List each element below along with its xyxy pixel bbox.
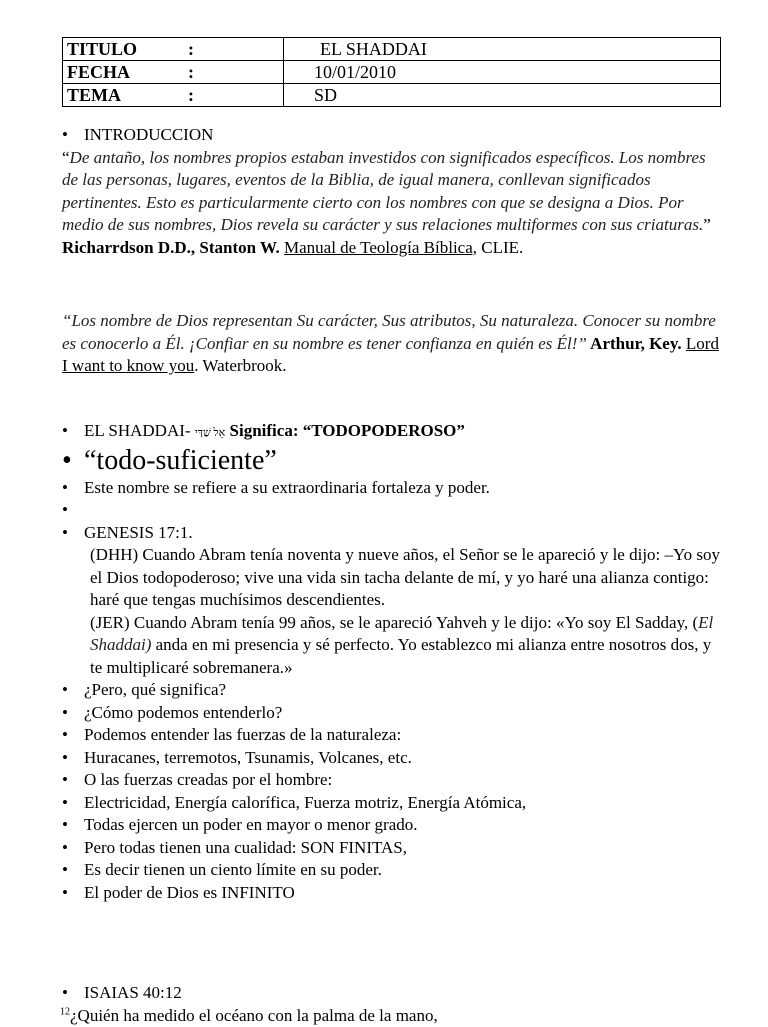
quote-1-author: Richarrdson D.D., Stanton W. xyxy=(62,238,284,257)
list-item: • ¿Cómo podemos entenderlo? xyxy=(62,702,722,725)
verse-text: ¿Quién ha medido el océano con la palma de la mano, xyxy=(70,1006,438,1025)
meaning-desc: • Este nombre se refiere a su extraordinaria fortaleza y poder. xyxy=(62,477,722,500)
list-item: • Pero todas tienen una cualidad: SON FINITAS, xyxy=(62,837,722,860)
header-row-tema xyxy=(63,84,721,107)
isaias-ref: • ISAIAS 40:12 xyxy=(62,982,722,1005)
list-item: • Huracanes, terremotos, Tsunamis, Volcanes, etc. xyxy=(62,747,722,770)
intro-quote-1 xyxy=(62,147,722,260)
header-value: EL SHADDAI xyxy=(284,38,721,61)
genesis-jer xyxy=(62,612,722,680)
list-item: • Electricidad, Energía calorífica, Fuerza motriz, Energía Atómica, xyxy=(62,792,722,815)
genesis-jer-b: anda en mi presencia y sé perfecto. Yo establezco mi alianza entre nosotros dos, y te multiplicaré sobremanera.» xyxy=(90,635,711,677)
quote-2-book: Lord I want to know you xyxy=(62,334,719,376)
meaning-title xyxy=(62,420,722,445)
meaning-big: • “todo-suficiente” xyxy=(62,445,722,477)
empty-bullet xyxy=(62,499,722,522)
header-label: FECHA xyxy=(67,62,130,82)
genesis-ref: • GENESIS 17:1. xyxy=(62,522,722,545)
quote-mark: “ xyxy=(62,148,70,167)
intro-section xyxy=(62,124,722,259)
header-value: 10/01/2010 xyxy=(284,61,721,84)
header-label-cell xyxy=(63,61,284,84)
quote-1-publisher: CLIE. xyxy=(477,238,523,257)
header-label-cell xyxy=(63,38,284,61)
verse-number: 12 xyxy=(60,1006,70,1017)
header-label: TEMA xyxy=(67,85,121,105)
list-item: • Podemos entender las fuerzas de la naturaleza: xyxy=(62,724,722,747)
list-item: • Todas ejercen un poder en mayor o menor grado. xyxy=(62,814,722,837)
header-colon: : xyxy=(188,39,194,60)
header-colon: : xyxy=(188,85,194,106)
meaning-name: EL SHADDAI- xyxy=(84,421,195,440)
hebrew-name: אֵל שַׁדַּי xyxy=(195,427,225,439)
quote-1-book: Manual de Teología Bíblica, xyxy=(284,238,477,257)
intro-heading: • INTRODUCCION xyxy=(62,124,722,147)
quote-2-text: “Los nombre de Dios representan Su carácter, Sus atributos, Su naturaleza. Conocer su nombre es conocerlo a Él. ¡Confiar en su nombre es tener confianza en quién es Él!” xyxy=(62,311,716,353)
quote-1-text: De antaño, los nombres propios estaban investidos con significados específicos. Los nombres de las personas, lugares, eventos de la Biblia, de igual manera, conllevan significados pertinentes. Esto es particularmente cierto con los nombres con que se designa a Dios. Por medio de sus nombres, Dios revela su carácter y sus relaciones multiformes con sus criaturas. xyxy=(62,148,706,235)
list-item: • O las fuerzas creadas por el hombre: xyxy=(62,769,722,792)
header-table xyxy=(62,37,721,107)
quote-2-publisher: . Waterbrook. xyxy=(194,356,286,375)
list-item: • Es decir tienen un ciento límite en su poder. xyxy=(62,859,722,882)
isaias-section xyxy=(62,982,722,1027)
header-colon: : xyxy=(188,62,194,83)
quote-mark: ” xyxy=(703,215,711,234)
meaning-label: Significa: “TODOPODEROSO” xyxy=(225,421,465,440)
header-label: TITULO xyxy=(67,39,137,59)
list-item: • ¿Pero, qué significa? xyxy=(62,679,722,702)
genesis-jer-italic: El Shaddai) xyxy=(90,613,713,655)
header-value: SD xyxy=(284,84,721,107)
quote-2-author: Arthur, Key. xyxy=(587,334,686,353)
genesis-dhh: (DHH) Cuando Abram tenía noventa y nueve años, el Señor se le apareció y le dijo: –Yo soy el Dios todopoderoso; vive una vida sin tacha delante de mí, y yo haré una alianza contigo: haré que tengas muchísimos descendientes. xyxy=(62,544,722,612)
intro-quote-2 xyxy=(62,310,722,378)
genesis-jer-a: (JER) Cuando Abram tenía 99 años, se le apareció Yahveh y le dijo: «Yo soy El Sadday, ( xyxy=(90,613,698,632)
header-label-cell xyxy=(63,84,284,107)
list-item: • El poder de Dios es INFINITO xyxy=(62,882,722,905)
header-row-fecha xyxy=(63,61,721,84)
meaning-section xyxy=(62,420,722,904)
header-row-titulo xyxy=(63,38,721,61)
